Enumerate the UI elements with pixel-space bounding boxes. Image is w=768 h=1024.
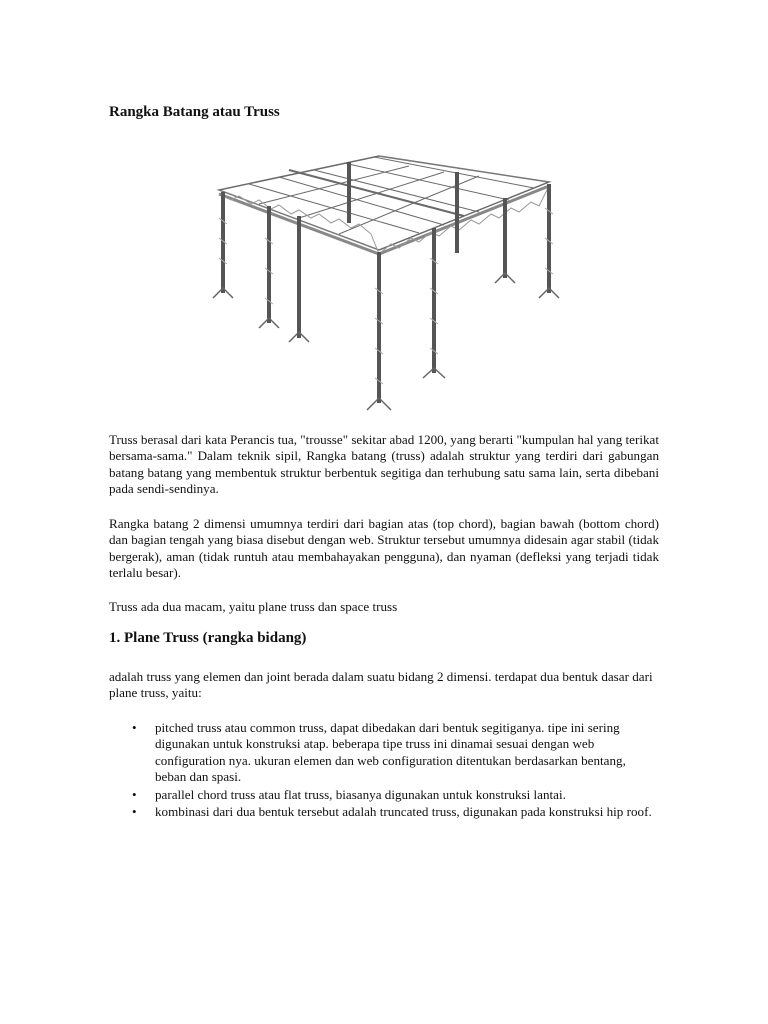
bullet-icon: • (132, 786, 137, 802)
bullet-icon: • (132, 720, 137, 735)
truss-structure-illustration (189, 128, 589, 418)
list-item (109, 804, 659, 820)
paragraph-types: Truss ada dua macam, yaitu plane truss dan space truss (109, 599, 398, 614)
page-title: Rangka Batang atau Truss (109, 104, 280, 120)
truss-structure-svg (189, 128, 589, 418)
list-item (109, 720, 659, 786)
section-heading: 1. Plane Truss (rangka bidang) (109, 630, 307, 646)
list-item-text: parallel chord truss atau flat truss, biasanya digunakan untuk konstruksi lantai. (155, 786, 566, 802)
list-item (109, 787, 659, 803)
bullet-icon: • (132, 804, 137, 820)
list-item-text: pitched truss atau common truss, dapat dibedakan dari bentuk segitiganya. tipe ini sering digunakan untuk konstruksi atap. beberapa tipe truss ini dinamai sesuai dengan web configuration nya. ukuran elemen dan web configuration ditentukan berdasarkan bentang, beban dan spasi. (155, 720, 626, 785)
list-item-text: kombinasi dari dua bentuk tersebut adalah truncated truss, digunakan pada konstruksi hip roof. (155, 804, 652, 820)
paragraph-intro: Truss berasal dari kata Perancis tua, "trousse" sekitar abad 1200, yang berarti "kumpulan hal yang terikat bersama-sama." Dalam teknik sipil, Rangka batang (truss) adalah struktur yang terdiri dari gabungan batang batang yang membentuk struktur berbentuk segitiga dan terhubung satu sama lain, serta dibebani pada sendi-sendinya. (109, 432, 659, 497)
section-intro: adalah truss yang elemen dan joint berada dalam suatu bidang 2 dimensi. terdapat dua bentuk dasar dari plane truss, yaitu: (109, 669, 653, 701)
bullet-list (109, 720, 659, 821)
paragraph-structure: Rangka batang 2 dimensi umumnya terdiri dari bagian atas (top chord), bagian bawah (bottom chord) dan bagian tengah yang biasa disebut dengan web. Struktur tersebut umumnya didesain agar stabil (tidak bergerak), aman (tidak runtuh atau membahayakan pengguna), dan nyaman (defleksi yang terjadi tidak terlalu besar). (109, 516, 659, 581)
